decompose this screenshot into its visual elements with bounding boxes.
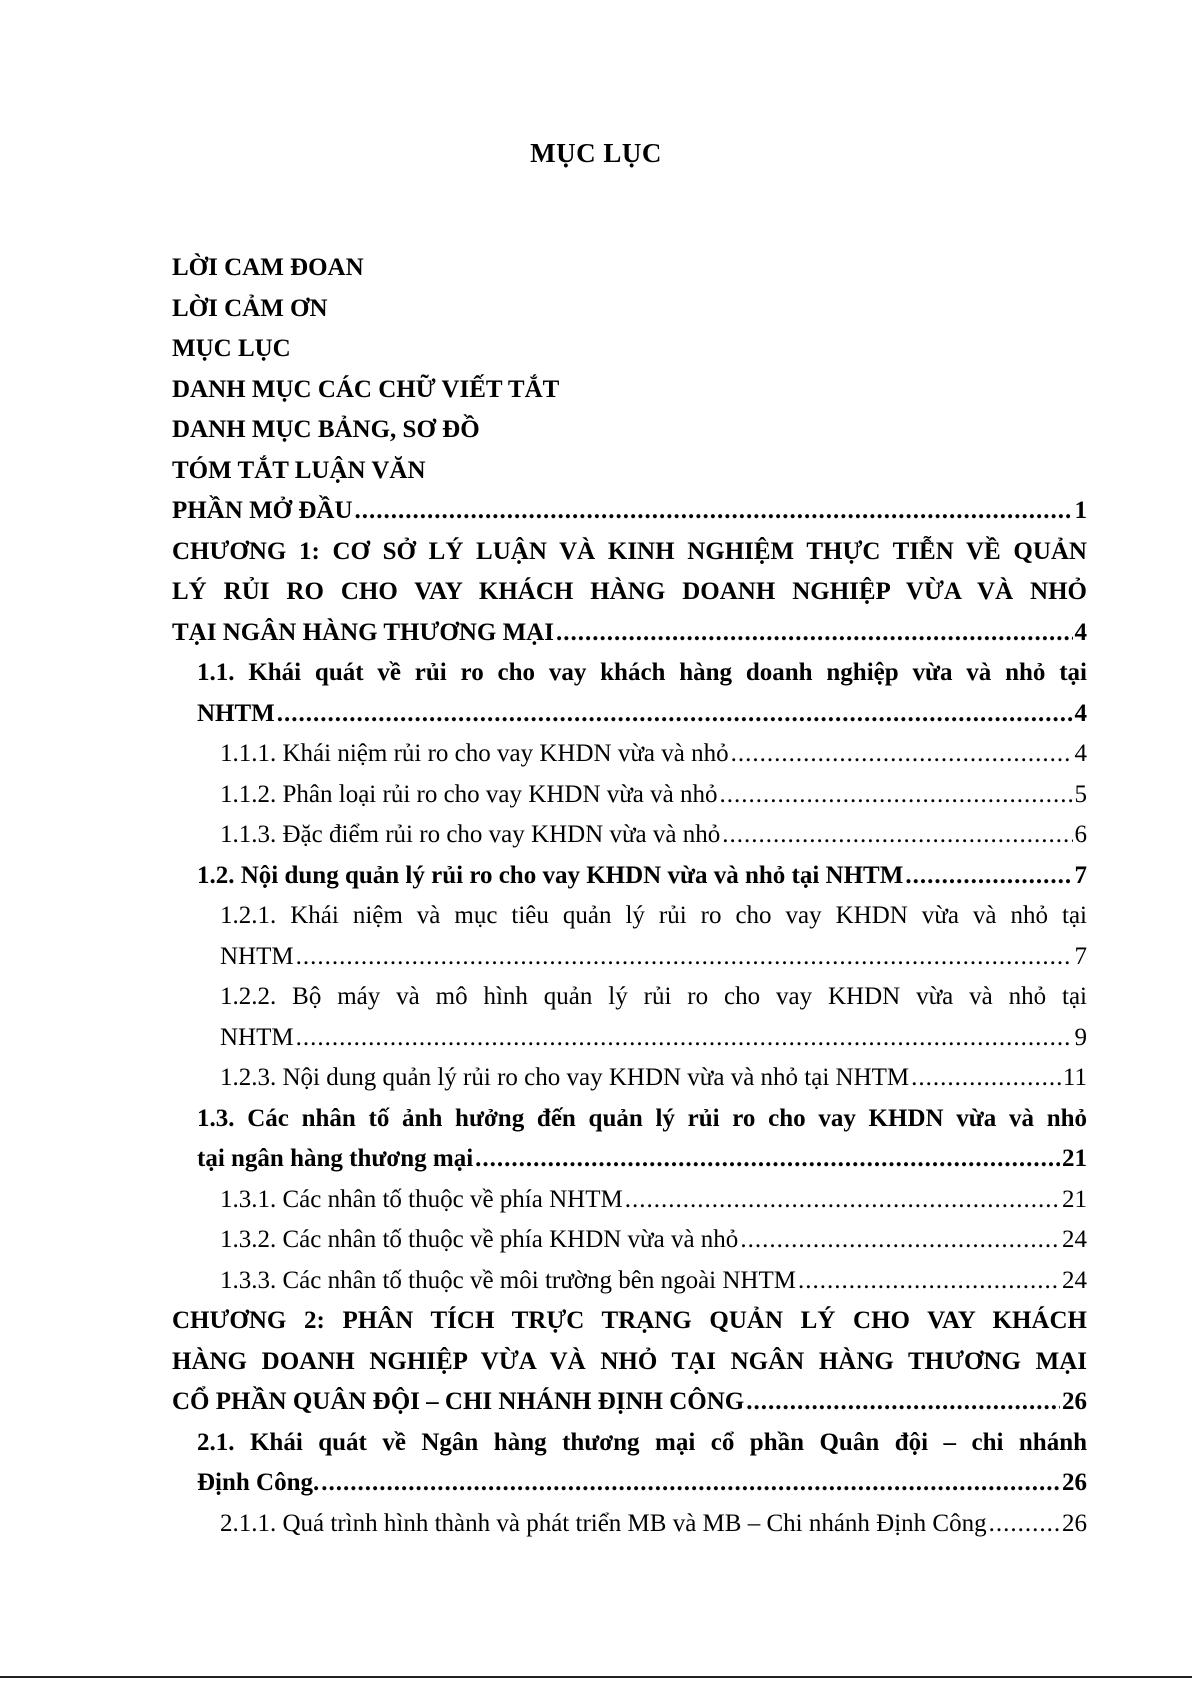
toc-item-abbreviations: DANH MỤC CÁC CHỮ VIẾT TẮT [172, 375, 560, 403]
leader-dots [905, 856, 1072, 897]
toc-item-section-1-1-1 [172, 734, 1087, 775]
toc-item-text: 2.1. Khái quát về Ngân hàng thương mại cổ phần Quân đội – chi nhánh [197, 1428, 1087, 1456]
page-number: 6 [1074, 821, 1087, 848]
page-number: 7 [1074, 861, 1087, 889]
toc-item-section-1-2-2 [172, 977, 1087, 1058]
toc-item-intro [172, 491, 1087, 532]
page-number: 24 [1062, 1266, 1087, 1294]
toc-item-text: 1.1.1. Khái niệm rủi ro cho vay KHDN vừa và nhỏ [220, 740, 729, 767]
toc-item-section-2-1-1 [172, 1504, 1087, 1545]
toc-item-section-1-3-1 [172, 1180, 1087, 1221]
toc-item-text: 1.3. Các nhân tố ảnh hưởng đến quản lý rủi ro cho vay KHDN vừa và nhỏ [197, 1104, 1087, 1132]
page-number: 21 [1062, 1145, 1087, 1172]
leader-dots [556, 613, 1073, 654]
page-number: 4 [1074, 699, 1087, 727]
toc-item-text: 1.3.2. Các nhân tố thuộc về phía KHDN vừa và nhỏ [220, 1226, 739, 1253]
toc-item-text: 1.2.2. Bộ máy và mô hình quản lý rủi ro cho vay KHDN vừa và nhỏ tại [220, 983, 1087, 1010]
toc-item-text: 1.2.3. Nội dung quản lý rủi ro cho vay KHDN vừa và nhỏ tại NHTM [220, 1064, 910, 1091]
toc-item-section-1-3-2 [172, 1220, 1087, 1261]
leader-dots [720, 775, 1073, 816]
page-bottom-border [0, 1676, 1192, 1678]
toc-item-section-1-2 [172, 856, 1087, 897]
page-number: 7 [1074, 942, 1087, 970]
toc-item-text: CHƯƠNG 2: PHÂN TÍCH TRỰC TRẠNG QUẢN LÝ CHO VAY KHÁCH [172, 1307, 1087, 1334]
toc-item-text: 1.2. Nội dung quản lý rủi ro cho vay KHDN vừa và nhỏ tại NHTM [197, 861, 904, 889]
leader-dots [740, 1220, 1060, 1261]
toc-item-text: NHTM [197, 699, 275, 727]
page-number: 9 [1074, 1023, 1087, 1051]
toc-item-text: 1.3.3. Các nhân tố thuộc về môi trường bên ngoài NHTM [220, 1266, 796, 1294]
toc-item-text: 2.1.1. Quá trình hình thành và phát triển MB và MB – Chi nhánh Định Công [220, 1509, 987, 1537]
toc-item-text: 1.2.1. Khái niệm và mục tiêu quản lý rủi ro cho vay KHDN vừa và nhỏ tại [220, 902, 1087, 929]
toc-item-text: 1.1. Khái quát về rủi ro cho vay khách hàng doanh nghiệp vừa và nhỏ tại [197, 659, 1087, 686]
leader-dots [321, 1463, 1060, 1504]
page-number: 4 [1074, 618, 1087, 646]
toc-item-loi-cam-doan: LỜI CAM ĐOAN [172, 254, 364, 281]
toc-item-summary: TÓM TẮT LUẬN VĂN [172, 456, 426, 484]
toc-item-section-1-1-2 [172, 775, 1087, 816]
page-number: 11 [1062, 1064, 1087, 1091]
toc-item-loi-cam-on: LỜI CẢM ƠN [172, 294, 328, 322]
table-of-contents [172, 248, 1087, 1544]
leader-dots [722, 815, 1072, 856]
toc-item-section-1-2-1 [172, 896, 1087, 977]
leader-dots [296, 1018, 1073, 1059]
page-number: 4 [1074, 740, 1087, 767]
toc-item-text: LÝ RỦI RO CHO VAY KHÁCH HÀNG DOANH NGHIỆP VỪA VÀ NHỎ [172, 578, 1087, 605]
toc-item-text: 1.3.1. Các nhân tố thuộc về phía NHTM [220, 1185, 623, 1213]
page-number: 5 [1074, 780, 1087, 808]
leader-dots [475, 1139, 1060, 1180]
toc-item-section-1-1 [172, 653, 1087, 734]
leader-dots [746, 1382, 1060, 1423]
leader-dots [277, 694, 1073, 735]
toc-item-text: 1.1.3. Đặc điểm rủi ro cho vay KHDN vừa và nhỏ [220, 821, 721, 848]
page-number: 1 [1074, 497, 1087, 524]
toc-item-section-1-3 [172, 1099, 1087, 1180]
leader-dots [625, 1180, 1060, 1221]
page-title: MỤC LỤC [530, 138, 662, 168]
toc-item-text: NHTM [220, 942, 294, 970]
toc-item-text: NHTM [220, 1023, 294, 1051]
toc-item-text: CỔ PHẦN QUÂN ĐỘI – CHI NHÁNH ĐỊNH CÔNG [172, 1388, 745, 1415]
toc-item-text: PHẦN MỞ ĐẦU [172, 497, 353, 524]
toc-item-text: 1.1.2. Phân loại rủi ro cho vay KHDN vừa và nhỏ [220, 780, 718, 808]
toc-item-section-1-1-3 [172, 815, 1087, 856]
toc-item-text: TẠI NGÂN HÀNG THƯƠNG MẠI [172, 618, 554, 646]
toc-item-text: HÀNG DOANH NGHIỆP VỪA VÀ NHỎ TẠI NGÂN HÀNG THƯƠNG MẠI [172, 1347, 1087, 1375]
toc-item-chapter-2 [172, 1301, 1087, 1423]
toc-item-text: CHƯƠNG 1: CƠ SỞ LÝ LUẬN VÀ KINH NGHIỆM THỰC TIỄN VỀ QUẢN [172, 537, 1087, 565]
page-number: 21 [1062, 1185, 1087, 1213]
page-number: 24 [1062, 1226, 1087, 1253]
leader-dots [911, 1058, 1061, 1099]
toc-item-section-1-3-3 [172, 1261, 1087, 1302]
page-number: 26 [1062, 1509, 1087, 1537]
leader-dots [731, 734, 1073, 775]
toc-item-tables-figures: DANH MỤC BẢNG, SƠ ĐỒ [172, 416, 480, 443]
leader-dots [798, 1261, 1060, 1302]
toc-item-section-1-2-3 [172, 1058, 1087, 1099]
toc-item-text: Định Công. [197, 1469, 320, 1496]
page-number: 26 [1062, 1469, 1087, 1496]
leader-dots [355, 491, 1073, 532]
toc-item-chapter-1 [172, 532, 1087, 654]
page-number: 26 [1062, 1388, 1087, 1415]
toc-item-muc-luc: MỤC LỤC [172, 335, 291, 362]
leader-dots [989, 1504, 1060, 1545]
toc-item-text: tại ngân hàng thương mại [197, 1145, 474, 1172]
leader-dots [296, 937, 1073, 978]
toc-item-section-2-1 [172, 1423, 1087, 1504]
